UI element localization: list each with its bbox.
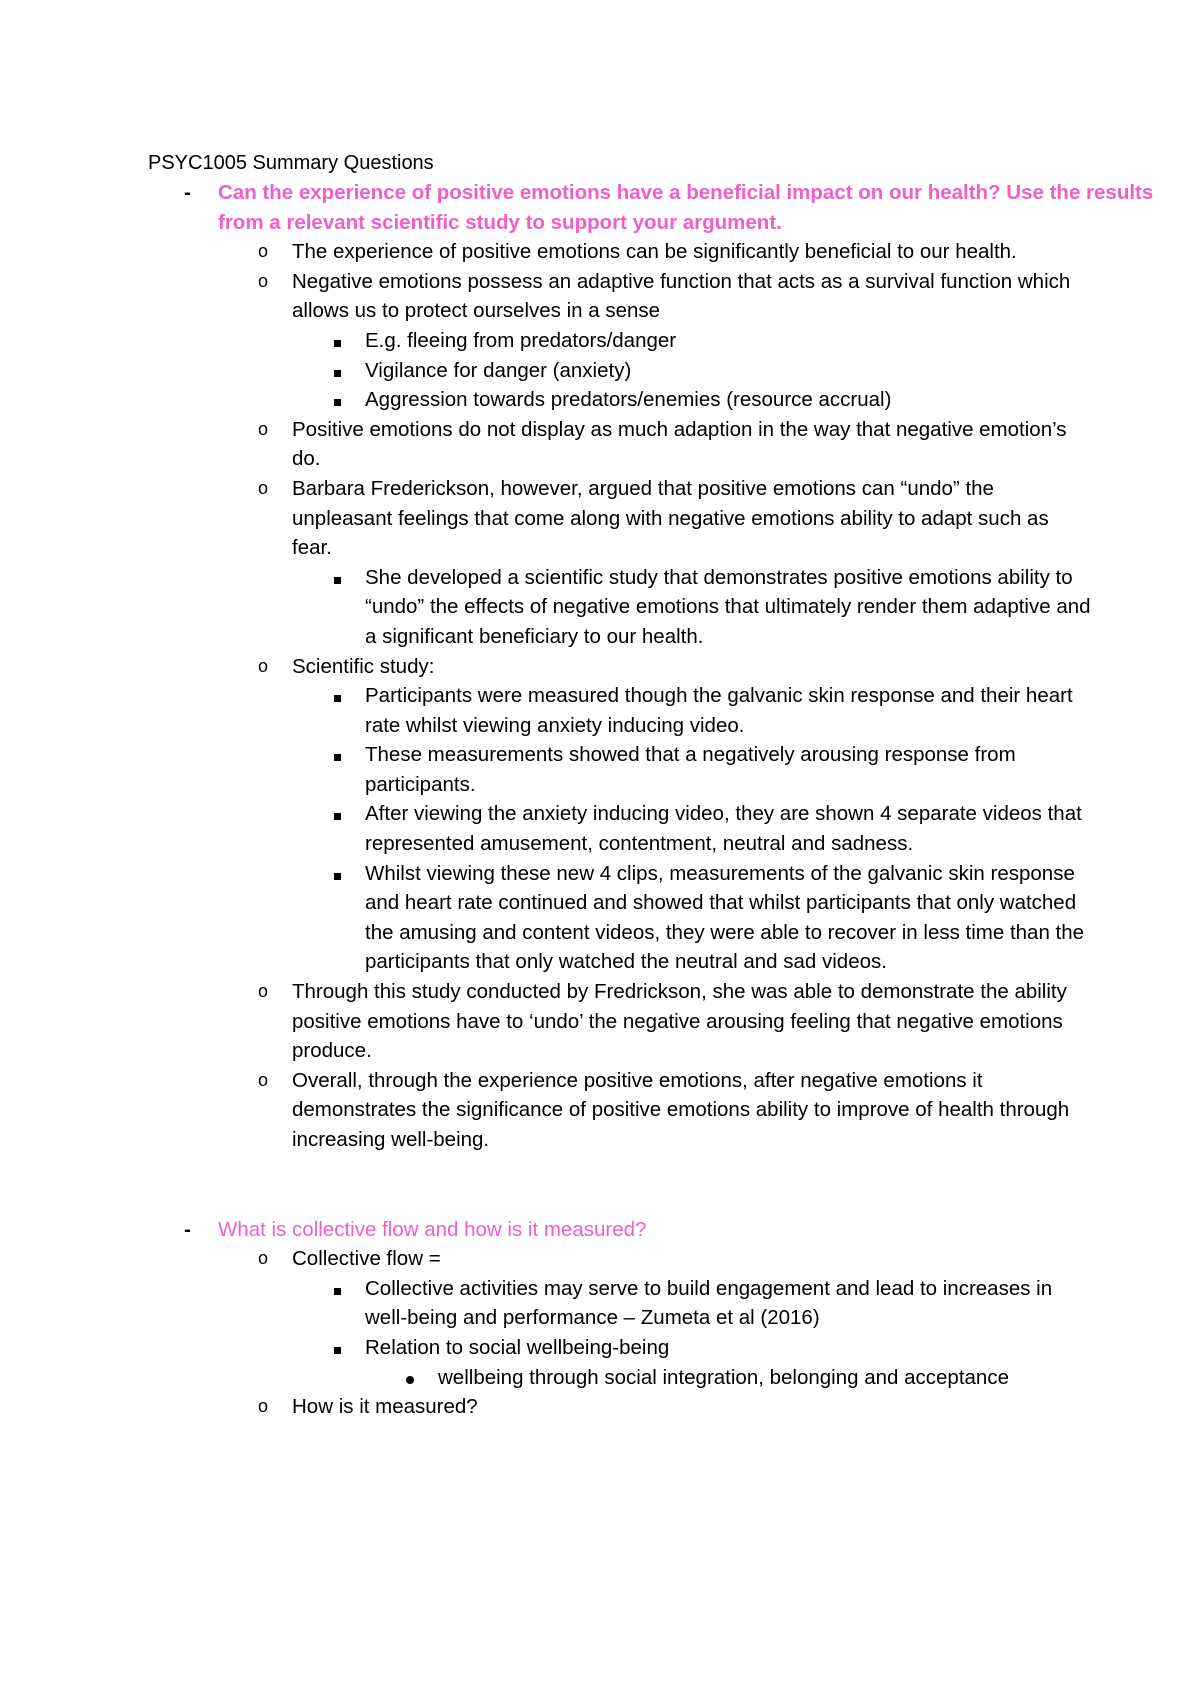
question-2	[148, 1215, 1198, 1245]
point-text: Overall, through the experience positive emotions, after negative emotions it demonstrates the significance of positive emotions ability to improve of health through increasing well-being.	[292, 1068, 1070, 1151]
subpoint-text: These measurements showed that a negatively arousing response from participants.	[365, 743, 1016, 796]
list-item	[148, 474, 1092, 563]
square-bullet-icon	[334, 1274, 341, 1304]
list-item	[148, 1066, 1092, 1155]
list-item	[148, 237, 1092, 267]
list-item	[148, 415, 1092, 474]
square-bullet-icon	[334, 681, 341, 711]
circle-bullet: o	[258, 1396, 269, 1417]
point-text: Through this study conducted by Fredrickson, she was able to demonstrate the ability positive emotions have to ‘undo’ the negative arousing feeling that negative emotions produce.	[292, 980, 1067, 1063]
round-bullet-icon	[406, 1363, 414, 1393]
point-text: Collective flow =	[292, 1247, 441, 1271]
point-text: Barbara Frederickson, however, argued that positive emotions can “undo” the unpleasant feelings that come along with negative emotions ability to adapt such as fear.	[292, 476, 1049, 560]
circle-bullet: o	[258, 981, 269, 1002]
subpoint-text: Vigilance for danger (anxiety)	[365, 358, 632, 382]
list-item	[148, 681, 1095, 740]
list-item	[148, 1244, 1092, 1274]
list-item	[148, 563, 1095, 652]
list-item	[148, 859, 1095, 977]
point-text: Positive emotions do not display as much adaption in the way that negative emotion’s do.	[292, 417, 1067, 471]
list-item	[148, 977, 1092, 1066]
subpoint-text: Aggression towards predators/enemies (resource accrual)	[365, 388, 892, 412]
list-item	[148, 799, 1095, 858]
question-2-text: What is collective flow and how is it measured	[218, 1217, 636, 1241]
document-title: PSYC1005 Summary Questions	[148, 152, 434, 174]
square-bullet-icon	[334, 740, 341, 770]
subpoint-text: After viewing the anxiety inducing video, they are shown 4 separate videos that represented amusement, contentment, neutral and sadness.	[365, 802, 1082, 856]
point-text: Negative emotions possess an adaptive function that acts as a survival function which allows us to protect ourselves in a sense	[292, 269, 1071, 323]
square-bullet-icon	[334, 1333, 341, 1363]
circle-bullet: o	[258, 270, 269, 291]
dash-bullet: -	[184, 181, 191, 204]
list-item	[148, 1333, 1095, 1363]
point-text: The experience of positive emotions can be significantly beneficial to our health.	[292, 240, 1017, 264]
list-item	[148, 326, 1095, 356]
square-bullet-icon	[334, 356, 341, 386]
subpoint-text: She developed a scientific study that demonstrates positive emotions ability to “undo” the effects of negative emotions that ultimately render them adaptive and a significant beneficiary to our health.	[365, 565, 1091, 648]
point-text: Scientific study:	[292, 654, 435, 678]
circle-bullet: o	[258, 477, 269, 498]
square-bullet-icon	[334, 326, 341, 356]
list-item	[148, 1392, 1092, 1422]
circle-bullet: o	[258, 1248, 269, 1269]
section-spacer	[148, 1155, 1200, 1215]
square-bullet-icon	[334, 799, 341, 829]
subpoint-text: Relation to social wellbeing-being	[365, 1335, 670, 1359]
square-bullet-icon	[334, 859, 341, 889]
list-item	[148, 1363, 1078, 1393]
question-1	[148, 178, 1198, 237]
subsubpoint-text: wellbeing through social integration, belonging and acceptance	[438, 1365, 1009, 1389]
point-text: How is it measured?	[292, 1395, 478, 1419]
circle-bullet: o	[258, 655, 269, 676]
list-item	[148, 740, 1095, 799]
list-item	[148, 267, 1092, 326]
subpoint-text: Participants were measured though the galvanic skin response and their heart rate whilst viewing anxiety inducing video.	[365, 684, 1073, 737]
circle-bullet: o	[258, 1069, 269, 1090]
list-item	[148, 385, 1095, 415]
subpoint-text: Collective activities may serve to build engagement and lead to increases in well-being and performance – Zumeta et al (2016)	[365, 1276, 1053, 1330]
circle-bullet: o	[258, 241, 269, 262]
dash-bullet: -	[184, 1217, 191, 1241]
circle-bullet: o	[258, 418, 269, 439]
list-item	[148, 652, 1092, 682]
subpoint-text: Whilst viewing these new 4 clips, measurements of the galvanic skin response and heart rate continued and showed that whilst participants that only watched the amusing and content videos, they were able to recover in less time than the participants that only watched the neutral and sad videos.	[365, 861, 1085, 974]
question-1-text: Can the experience of positive emotions have a beneficial impact on our health? Use the results from a relevant scientific study to support your argument.	[218, 181, 1154, 234]
question-2-mark: ?	[635, 1217, 647, 1241]
square-bullet-icon	[334, 385, 341, 415]
list-item	[148, 1274, 1095, 1333]
subpoint-text: E.g. fleeing from predators/danger	[365, 328, 677, 352]
list-item	[148, 356, 1095, 386]
square-bullet-icon	[334, 563, 341, 593]
